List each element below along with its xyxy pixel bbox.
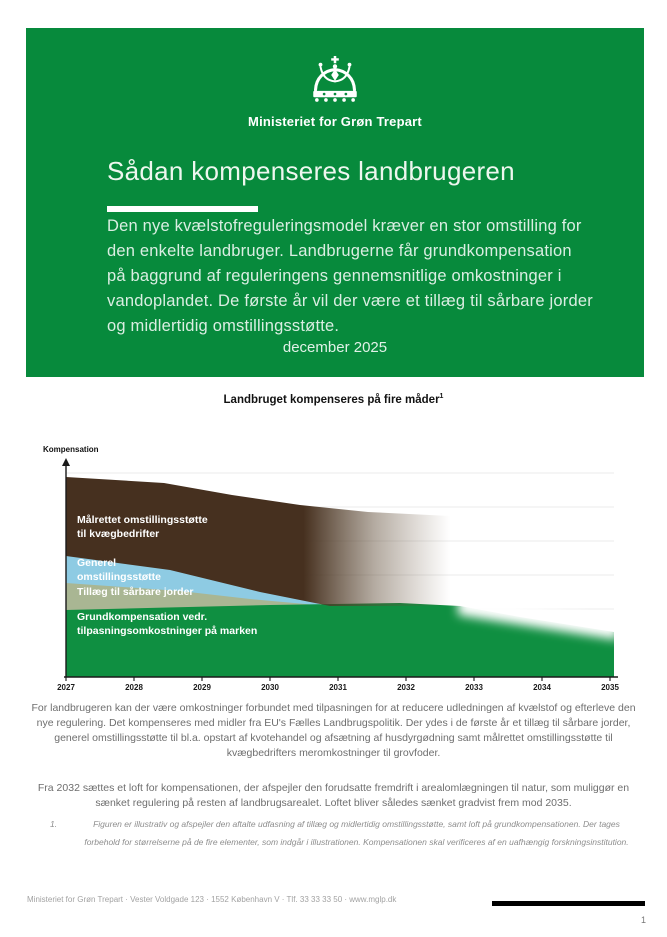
footer-contact-line: Ministeriet for Grøn Trepart · Vester Voldgade 123 · 1552 København V · Tlf. 33 33 33 50 · www.mglp.dk [27,895,397,904]
ministry-name: Ministeriet for Grøn Trepart [248,114,422,129]
page-title: Sådan kompenseres landbrugeren [107,156,515,186]
label-maalrettet-omstillingsstoette [77,514,208,541]
intro-paragraph: Den nye kvælstofreguleringsmodel kræver en stor omstilling for den enkelte landbruger. Landbrugerne får grundkompensation på baggrund af reguleringens gennemsnitlige omkostninger i vandoplandet. De første år vil der være et tillæg til sårbare jorder og midlertidig omstillingsstøtte. [107,217,593,335]
x-axis-tick-label: 2035 [601,683,619,692]
body-paragraph-1: For landbrugeren kan der være omkostninger forbundet med tilpasningen for at reducere udledningen af kvælstof og efterleve den nye regulering. Det kompenseres med midler fra EU's Fælles Landbrugspolitik. Der ydes i de første år et tillæg til sårbare jorder, generel omstillingsstøtte til bl.a. opstart af kvotehandel og afsætning af husdyrgødning samt målrettet omstillingsstøtte til kvægbedrifters meromkostninger til grovfoder. [31,702,636,759]
title-underline [107,206,258,212]
chart-title-footnote-marker: 1 [439,393,444,400]
compensation-chart [30,440,657,702]
label-line: tilpasningsomkostninger på marken [77,624,258,637]
publication-date: december 2025 [282,339,388,356]
label-line: Grundkompensation vedr. [77,611,208,623]
chart-title [0,393,667,406]
label-line: Målrettet omstillingsstøtte [77,514,208,526]
footnote [50,815,637,851]
label-generel-omstillingsstoette [77,557,161,584]
label-line: omstillingsstøtte [77,570,162,583]
label-grundkompensation [77,611,257,638]
x-axis-tick-label: 2032 [397,683,415,692]
header-banner [26,28,644,377]
label-line: Tillæg til sårbare jorder [77,586,194,598]
x-axis-tick-label: 2031 [329,683,347,692]
label-line: Generel [77,557,117,569]
footnote-text: Figuren er illustrativ og afspejler den aftalte udfasning af tillæg og midlertidig omstillingsstøtte, samt loft på grundkompensationen. Der tages forbehold for størrelserne på de fire elementer, som indgår i illustrationen. Kompensationen skal verificeres af en uafhængig forskningsinstitution. [84,819,629,847]
x-axis-tick-label: 2028 [125,683,143,692]
chart-title-text: Landbruget kompenseres på fire måder [223,393,440,406]
footer-black-bar [492,901,645,906]
label-tillaeg-saarbare-jorder [77,586,194,600]
x-axis-tick-label: 2034 [533,683,551,692]
body-paragraph-2: Fra 2032 sættes et loft for kompensationen, der afspejler den forudsatte fremdrift i arealomlægningen til natur, som muliggør en sænket regulering på resten af landbrugsarealet. Loftet bliver således sænket gradvist frem mod 2035. [37,782,630,809]
label-line: til kvægbedrifter [77,527,160,540]
crown-logo [306,54,364,106]
x-axis-tick-label: 2033 [465,683,483,692]
x-axis-tick-label: 2030 [261,683,279,692]
x-axis-tick-label: 2029 [193,683,211,692]
page-number: 1 [640,915,646,925]
y-axis-arrow [62,458,70,466]
y-axis-label: Kompensation [43,445,99,454]
x-axis-tick-label: 2027 [57,683,75,692]
footnote-number: 1. [50,819,58,829]
